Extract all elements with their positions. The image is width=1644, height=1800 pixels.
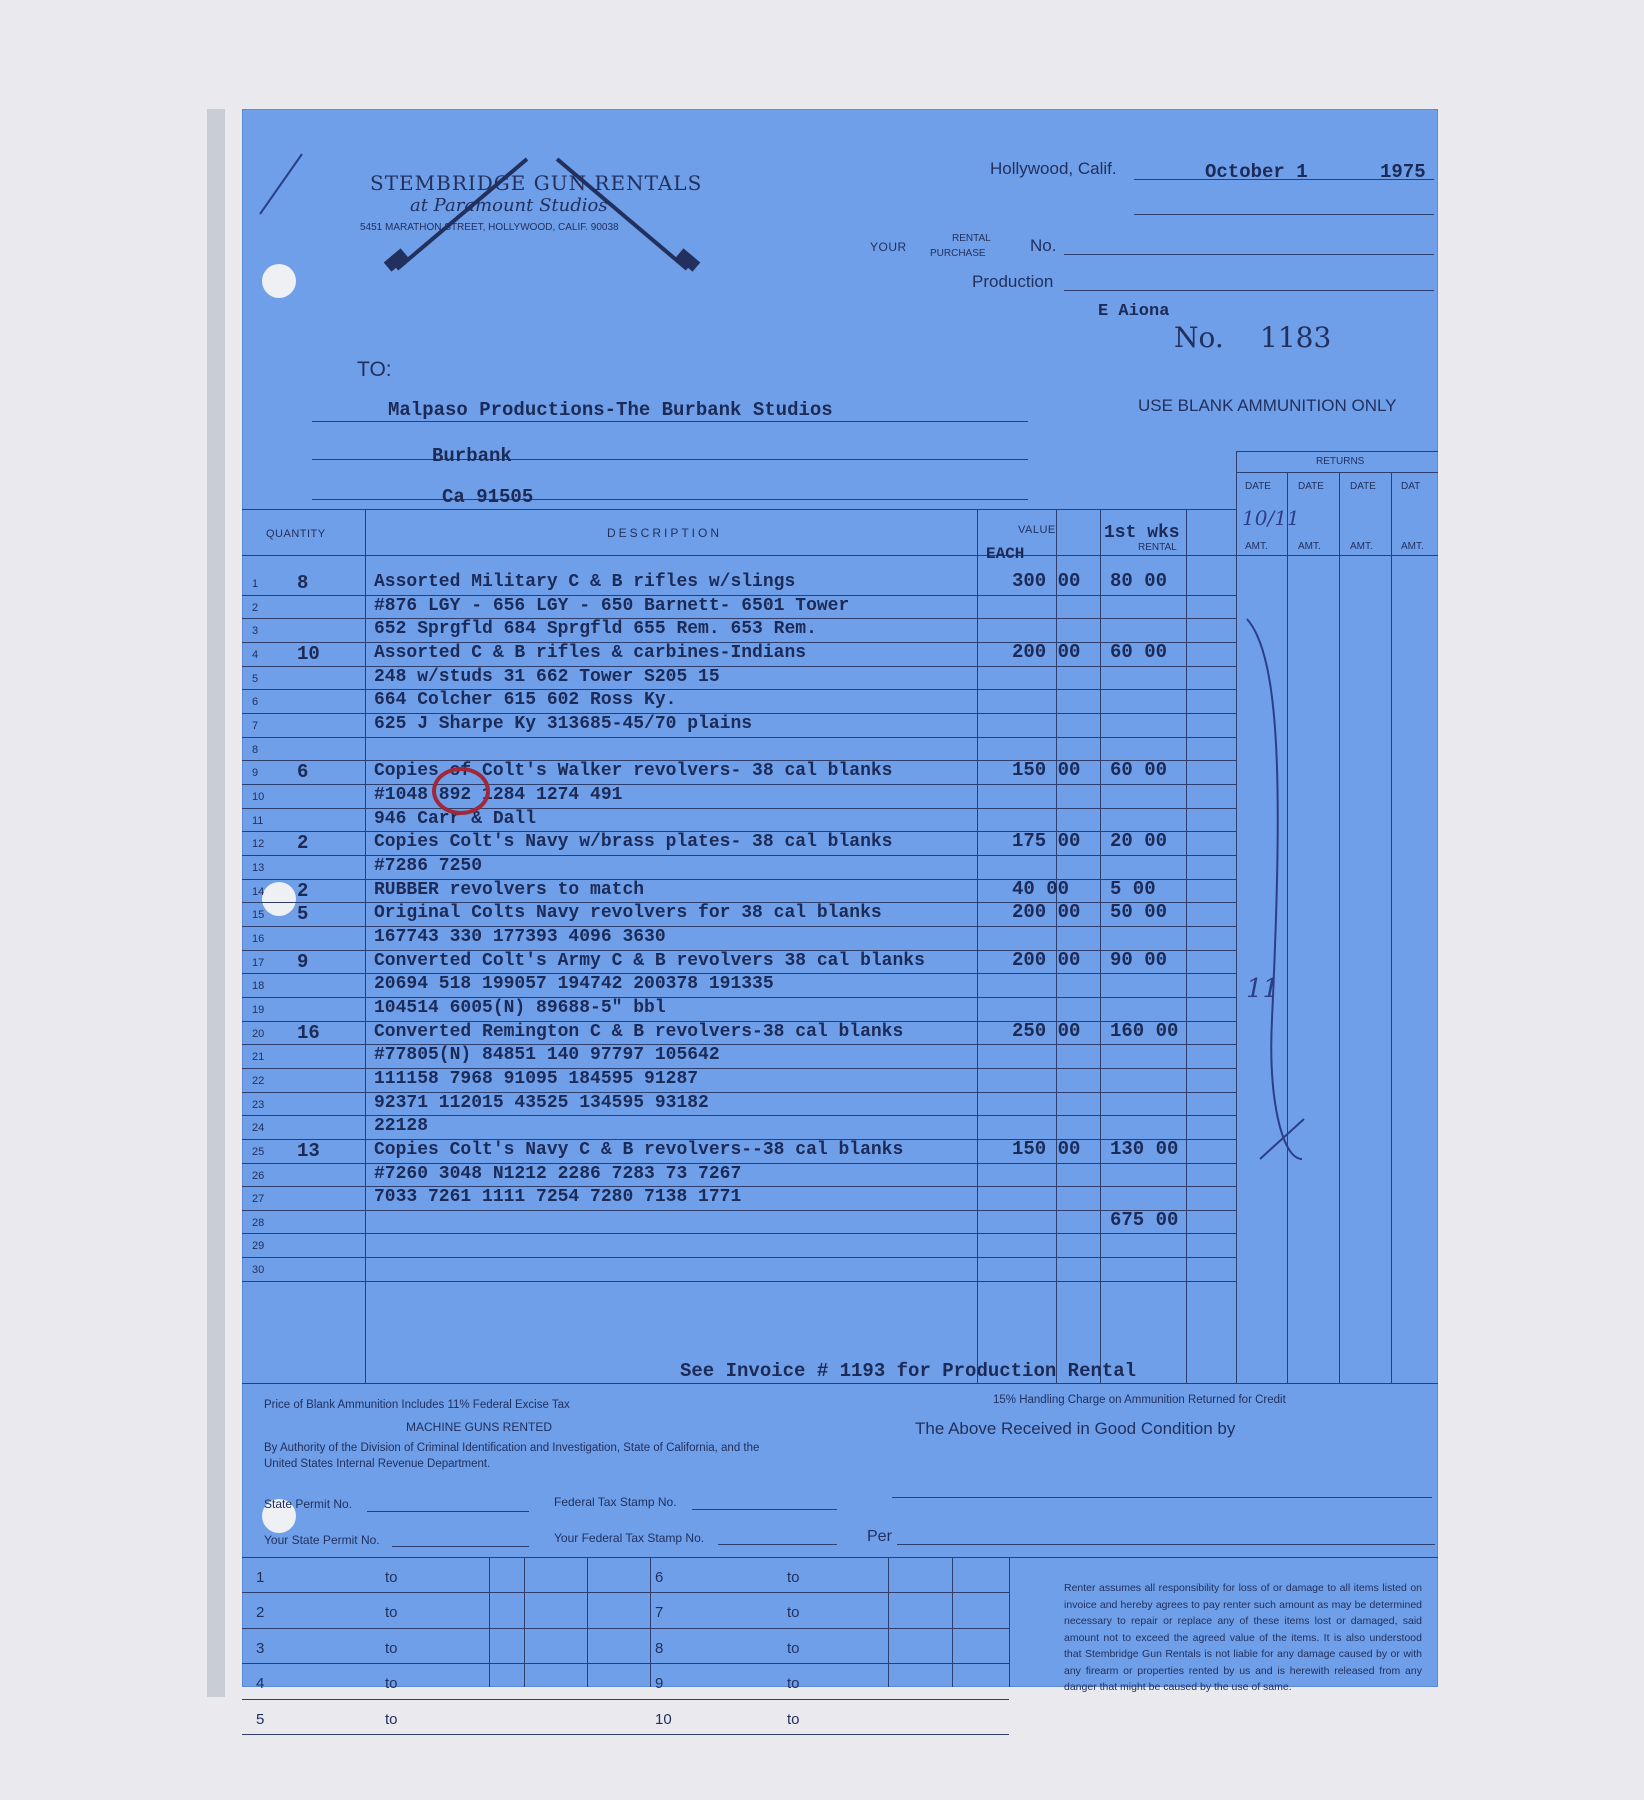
grid-number: 7	[655, 1604, 664, 1622]
your-label: YOUR	[870, 240, 907, 254]
city-label: Hollywood, Calif.	[990, 159, 1117, 178]
row-quantity: 6	[297, 761, 309, 784]
return-date-header: DATE	[1298, 481, 1324, 492]
each-header: EACH	[986, 545, 1025, 563]
grid-to: to	[385, 1604, 398, 1622]
authority-note: By Authority of the Division of Criminal Identification and Investigation, State of California, and the United States Internal Revenue Department.	[264, 1442, 760, 1470]
scan-edge	[207, 109, 225, 1697]
return-amt-header: AMT.	[1298, 541, 1321, 552]
row-description: Copies Colt's Navy C & B revolvers--38 cal blanks	[374, 1139, 904, 1160]
row-number: 2	[252, 601, 259, 614]
row-description: 20694 518 199057 194742 200378 191335	[374, 974, 774, 995]
grid-to: to	[787, 1639, 800, 1657]
row-number: 24	[252, 1122, 265, 1135]
row-rental: 20 00	[1110, 830, 1168, 853]
row-description: #77805(N) 84851 140 97797 105642	[374, 1045, 720, 1066]
invoice-number: 1183	[1260, 321, 1332, 354]
row-description: 625 J Sharpe Ky 313685-45/70 plains	[374, 713, 753, 734]
row-number: 30	[252, 1264, 265, 1277]
quantity-header: QUANTITY	[266, 528, 326, 540]
row-quantity: 16	[297, 1021, 320, 1044]
row-number: 16	[252, 932, 265, 945]
row-quantity: 10	[297, 642, 320, 665]
row-description: #876 LGY - 656 LGY - 650 Barnett- 6501 Tower	[374, 595, 850, 616]
pen-mark	[252, 149, 312, 219]
return-date-handwritten: 10/11	[1242, 506, 1300, 530]
grid-to: to	[787, 1604, 800, 1622]
row-quantity: 13	[297, 1139, 320, 1162]
row-number: 29	[252, 1240, 265, 1253]
return-date-header: DATE	[1350, 481, 1376, 492]
return-amt-header: AMT.	[1245, 541, 1268, 552]
invoice-no-label: No.	[1174, 321, 1224, 354]
row-description: #1048 892 1284 1274 491	[374, 784, 623, 805]
company-name: STEMBRIDGE GUN RENTALS	[370, 171, 703, 195]
row-quantity: 2	[297, 832, 309, 855]
row-description: 111158 7968 91095 184595 91287	[374, 1068, 699, 1089]
row-number: 6	[252, 696, 259, 709]
row-value: 200 00	[1012, 901, 1081, 924]
row-description: 248 w/studs 31 662 Tower S205 15	[374, 666, 720, 687]
row-description: Converted Remington C & B revolvers-38 cal blanks	[374, 1021, 904, 1042]
row-description: 664 Colcher 615 602 Ross Ky.	[374, 690, 677, 711]
grid-number: 1	[256, 1569, 265, 1586]
return-date-header: DAT	[1401, 481, 1421, 492]
row-description: 652 Sprgfld 684 Sprgfld 655 Rem. 653 Rem.	[374, 619, 817, 640]
state-permit-label: State Permit No.	[264, 1497, 353, 1511]
row-number: 15	[252, 909, 265, 922]
company-location: at Paramount Studios	[410, 195, 608, 216]
grid-number: 4	[256, 1675, 265, 1693]
received-note: The Above Received in Good Condition by	[915, 1419, 1236, 1438]
row-number: 26	[252, 1169, 265, 1182]
row-value: 150 00	[1012, 759, 1081, 782]
row-number: 14	[252, 885, 265, 898]
row-value: 250 00	[1012, 1019, 1081, 1042]
punch-hole	[262, 264, 296, 298]
row-number: 7	[252, 719, 259, 732]
row-quantity: 5	[297, 903, 309, 926]
return-date-header: DATE	[1245, 481, 1271, 492]
row-rental: 130 00	[1110, 1137, 1179, 1160]
return-tick: 11	[1246, 974, 1280, 1004]
grid-number: 2	[256, 1604, 265, 1622]
row-rental: 160 00	[1110, 1019, 1179, 1042]
blank-ammo-notice: USE BLANK AMMUNITION ONLY	[1138, 396, 1397, 415]
handwritten-name: E Aiona	[1098, 302, 1170, 321]
row-number: 28	[252, 1216, 265, 1229]
rental-handwritten-header: 1st wks	[1104, 523, 1180, 543]
row-rental: 60 00	[1110, 640, 1168, 663]
row-rental: 80 00	[1110, 570, 1168, 592]
row-rental: 50 00	[1110, 901, 1168, 924]
row-rental: 90 00	[1110, 948, 1168, 971]
red-circle-annotation	[432, 767, 490, 815]
row-number: 8	[252, 743, 259, 756]
grid-number: 9	[655, 1675, 664, 1693]
row-number: 11	[252, 814, 264, 827]
row-rental: 5 00	[1110, 877, 1156, 900]
row-value: 40 00	[1012, 877, 1070, 900]
row-description: 167743 330 177393 4096 3630	[374, 926, 666, 947]
grid-number: 5	[256, 1710, 265, 1728]
row-number: 4	[252, 648, 259, 661]
row-quantity: 9	[297, 950, 309, 973]
row-quantity: 8	[297, 572, 309, 594]
to-line-3: Ca 91505	[442, 486, 534, 508]
invoice-reference-note: See Invoice # 1193 for Production Rental	[680, 1360, 1137, 1382]
no-label: No.	[1030, 236, 1057, 255]
row-number: 19	[252, 1003, 265, 1016]
row-number: 21	[252, 1051, 265, 1064]
row-description: Copies Colt's Navy w/brass plates- 38 cal blanks	[374, 832, 893, 853]
row-description: 92371 112015 43525 134595 93182	[374, 1092, 709, 1113]
return-amt-header: AMT.	[1401, 541, 1424, 552]
to-label: TO:	[357, 358, 392, 381]
production-label: Production	[972, 272, 1054, 291]
your-federal-stamp-label: Your Federal Tax Stamp No.	[554, 1531, 705, 1545]
value-header: VALUE	[1018, 524, 1056, 536]
grid-to: to	[787, 1569, 800, 1586]
grid-number: 8	[655, 1639, 664, 1657]
grid-to: to	[787, 1675, 800, 1693]
row-number: 1	[252, 578, 259, 590]
row-number: 20	[252, 1027, 265, 1040]
row-number: 10	[252, 790, 265, 803]
rental-label: RENTAL	[952, 233, 991, 244]
row-number: 23	[252, 1098, 265, 1111]
grid-to: to	[385, 1675, 398, 1693]
invoice-date: October 1	[1205, 161, 1308, 183]
row-description: Converted Colt's Army C & B revolvers 38 cal blanks	[374, 950, 925, 971]
grid-to: to	[385, 1639, 398, 1657]
row-description: Copies of Colt's Walker revolvers- 38 cal blanks	[374, 761, 893, 782]
grid-number: 10	[655, 1710, 672, 1728]
federal-stamp-label: Federal Tax Stamp No.	[554, 1495, 677, 1509]
row-number: 12	[252, 838, 265, 851]
per-label: Per	[867, 1528, 892, 1545]
row-description: 946 Carr & Dall	[374, 808, 537, 829]
handwritten-bracket	[1242, 599, 1322, 1199]
row-rental: 675 00	[1110, 1208, 1179, 1231]
row-quantity: 2	[297, 879, 309, 902]
row-number: 18	[252, 980, 265, 993]
grid-number: 6	[655, 1569, 664, 1586]
grid-number: 3	[256, 1639, 265, 1657]
row-value: 200 00	[1012, 948, 1081, 971]
handling-note: 15% Handling Charge on Ammunition Returned for Credit	[993, 1394, 1286, 1406]
returns-label: RETURNS	[1316, 456, 1365, 467]
return-amt-header: AMT.	[1350, 541, 1373, 552]
row-description: 22128	[374, 1116, 429, 1137]
row-number: 13	[252, 861, 265, 874]
row-number: 22	[252, 1074, 265, 1087]
row-description: Assorted Military C & B rifles w/slings	[374, 572, 796, 592]
punch-hole	[262, 882, 296, 916]
invoice-year: 1975	[1380, 161, 1426, 183]
row-number: 5	[252, 672, 259, 685]
invoice-form	[242, 109, 1438, 1728]
row-description: #7286 7250	[374, 855, 483, 876]
row-rental: 60 00	[1110, 759, 1168, 782]
description-header: DESCRIPTION	[607, 526, 723, 540]
to-line-1: Malpaso Productions-The Burbank Studios	[388, 399, 833, 421]
row-number: 9	[252, 767, 259, 780]
purchase-label: PURCHASE	[930, 248, 986, 259]
company-address: 5451 MARATHON STREET, HOLLYWOOD, CALIF. 90038	[360, 222, 619, 233]
row-description: 104514 6005(N) 89688-5" bbl	[374, 997, 666, 1018]
grid-to: to	[385, 1710, 398, 1728]
machine-guns-title: MACHINE GUNS RENTED	[406, 1420, 553, 1434]
row-number: 25	[252, 1145, 265, 1158]
row-number: 17	[252, 956, 265, 969]
tax-note: Price of Blank Ammunition Includes 11% Federal Excise Tax	[264, 1399, 570, 1411]
grid-to: to	[385, 1569, 398, 1586]
rental-header: RENTAL	[1138, 542, 1177, 553]
row-value: 175 00	[1012, 830, 1081, 853]
grid-to: to	[787, 1710, 800, 1728]
to-line-2: Burbank	[432, 445, 512, 467]
row-value: 300 00	[1012, 570, 1081, 592]
row-value: 150 00	[1012, 1137, 1081, 1160]
liability-note: Renter assumes all responsibility for loss of or damage to all items listed on invoice and hereby agrees to pay renter such amount as may be determined necessary to repair or replace any of these items lost or damaged, said amount not to exceed the agreed value of the items. It is also understood that Stembridge Gun Rentals is not liable for any damage caused by or with any firearm or properties rented by us and is herewith released from any danger that might be caused by the use of same.	[1064, 1582, 1422, 1693]
row-number: 27	[252, 1193, 265, 1206]
row-description: RUBBER revolvers to match	[374, 879, 645, 900]
row-description: Original Colts Navy revolvers for 38 cal blanks	[374, 903, 882, 924]
row-description: #7260 3048 N1212 2286 7283 73 7267	[374, 1163, 742, 1184]
your-state-permit-label: Your State Permit No.	[264, 1533, 380, 1547]
row-value: 200 00	[1012, 640, 1081, 663]
row-description: Assorted C & B rifles & carbines-Indians	[374, 642, 807, 663]
row-number: 3	[252, 625, 259, 638]
row-description: 7033 7261 1111 7254 7280 7138 1771	[374, 1187, 742, 1208]
